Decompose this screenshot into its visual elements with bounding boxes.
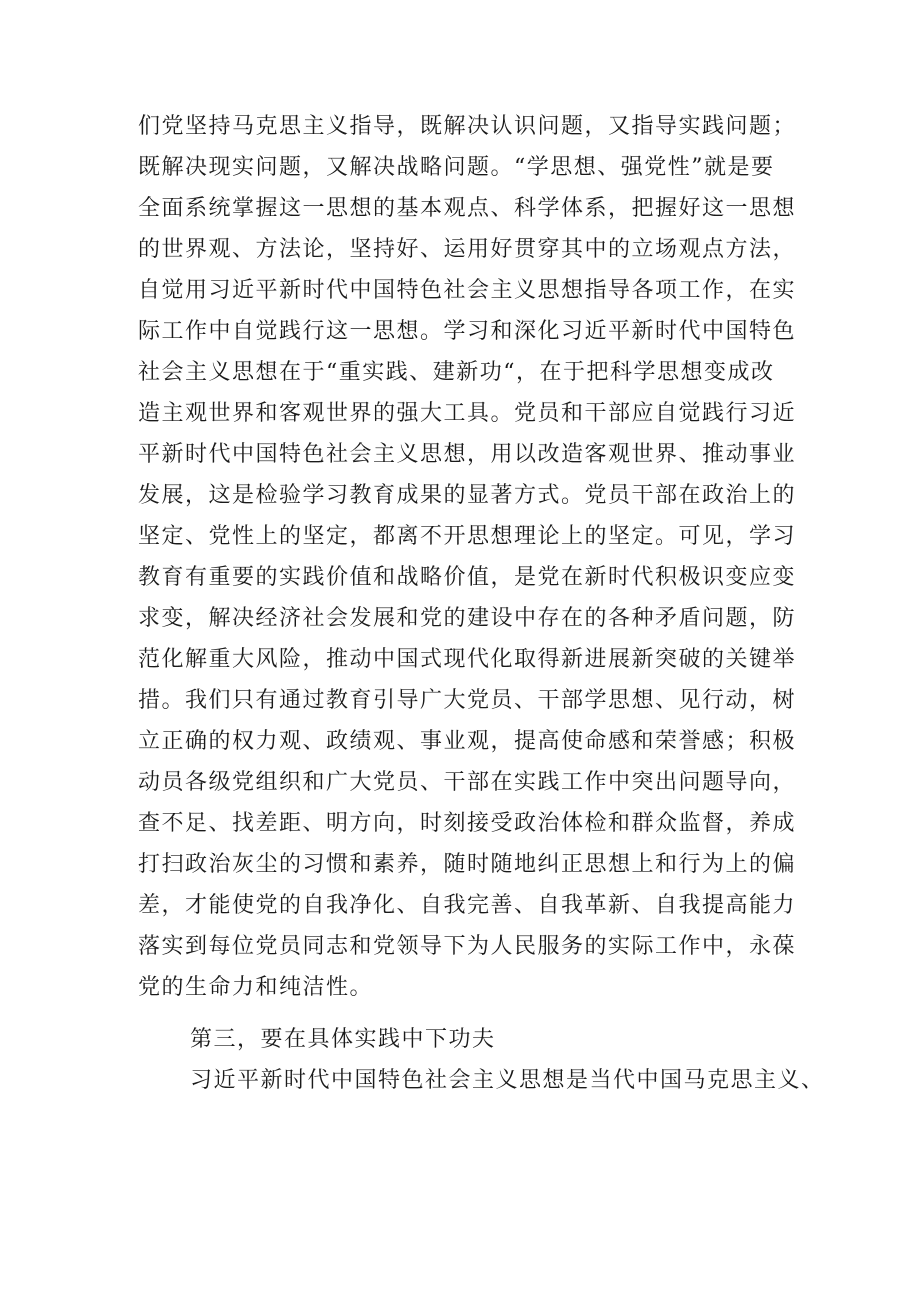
body-line: 求变，解决经济社会发展和党的建设中存在的各种矛盾问题，防 — [138, 606, 797, 631]
body-line: 动员各级党组织和广大党员、干部在实践工作中突出问题导向， — [138, 770, 797, 795]
body-line: 们党坚持马克思主义指导，既解决认识问题，又指导实践问题； — [138, 114, 797, 139]
body-line: 落实到每位党员同志和党领导下为人民服务的实际工作中，永葆 — [138, 934, 797, 959]
body-line: 查不足、找差距、明方向，时刻接受政治体检和群众监督，养成 — [138, 811, 797, 836]
body-line: 造主观世界和客观世界的强大工具。党员和干部应自觉践行习近 — [138, 401, 797, 426]
body-line: 教育有重要的实践价值和战略价值，是党在新时代积极识变应变 — [138, 565, 797, 590]
document-body — [138, 106, 825, 1101]
body-line: 差，才能使党的自我净化、自我完善、自我革新、自我提高能力 — [138, 893, 797, 918]
paragraph-gap — [138, 1008, 790, 1019]
body-line: 平新时代中国特色社会主义思想，用以改造客观世界、推动事业 — [138, 442, 797, 467]
body-line: 坚定、党性上的坚定，都离不开思想理论上的坚定。可见，学习 — [138, 524, 797, 549]
body-line: 社会主义思想在于“重实践、建新功“，在于把科学思想变成改 — [138, 360, 775, 385]
body-line: 全面系统掌握这一思想的基本观点、科学体系，把握好这一思想 — [138, 196, 797, 221]
body-line: 习近平新时代中国特色社会主义思想是当代中国马克思主义、 — [190, 1068, 825, 1093]
body-line: 既解决现实问题，又解决战略问题。“学思想、强党性”就是要 — [138, 155, 775, 180]
body-line: 打扫政治灰尘的习惯和素养，随时随地纠正思想上和行为上的偏 — [138, 852, 797, 877]
body-line: 党的生命力和纯洁性。 — [138, 975, 374, 1000]
body-line: 范化解重大风险，推动中国式现代化取得新进展新突破的关键举 — [138, 647, 797, 672]
body-line: 立正确的权力观、政绩观、事业观，提高使命感和荣誉感；积极 — [138, 729, 797, 754]
section-heading: 第三，要在具体实践中下功夫 — [190, 1027, 496, 1052]
body-line: 际工作中自觉践行这一思想。学习和深化习近平新时代中国特色 — [138, 319, 797, 344]
body-line: 的世界观、方法论，坚持好、运用好贯穿其中的立场观点方法， — [138, 237, 797, 262]
body-line: 发展，这是检验学习教育成果的显著方式。党员干部在政治上的 — [138, 483, 797, 508]
body-line: 措。我们只有通过教育引导广大党员、干部学思想、见行动，树 — [138, 688, 797, 713]
body-line: 自觉用习近平新时代中国特色社会主义思想指导各项工作，在实 — [138, 278, 797, 303]
